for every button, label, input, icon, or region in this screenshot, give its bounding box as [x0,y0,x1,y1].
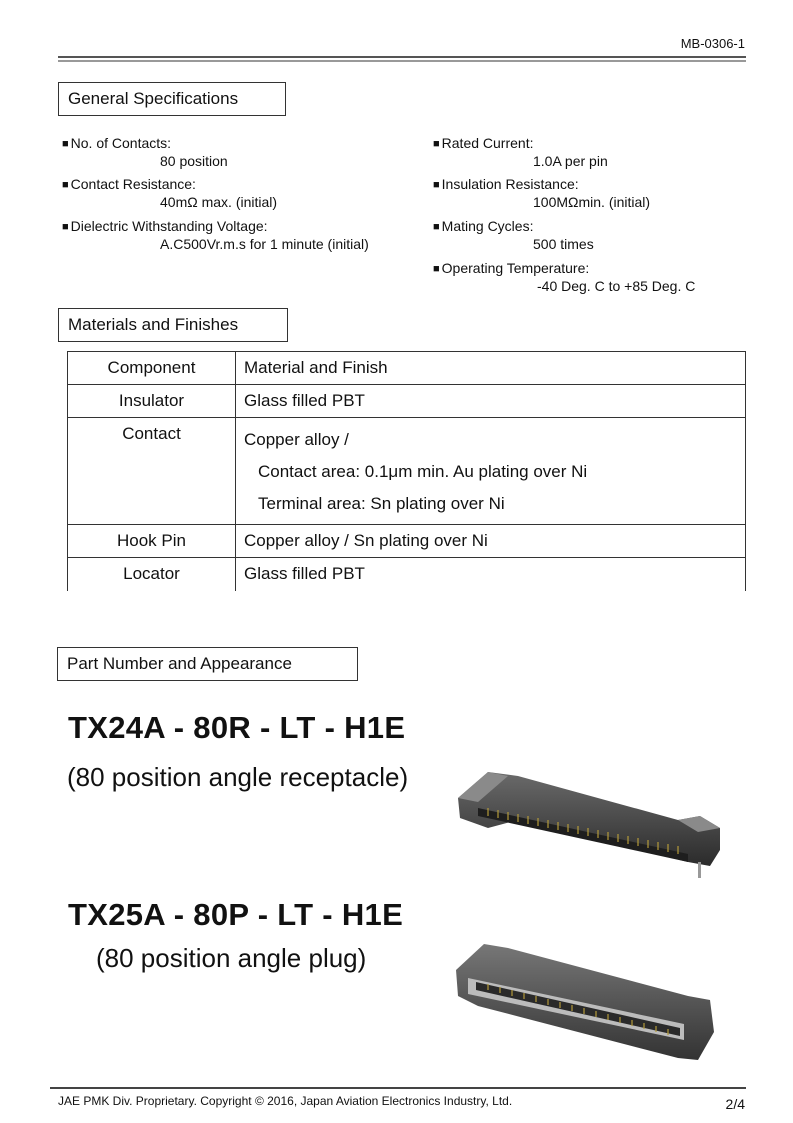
header-rule-secondary [58,60,746,62]
spec-contacts [62,135,228,169]
spec-value: A.C500Vr.m.s for 1 minute (initial) [160,236,369,252]
spec-mating-cycles [433,218,594,252]
document-id: MB-0306-1 [680,36,745,51]
material-cell: Glass filled PBT [236,385,746,418]
table-row [68,525,746,558]
part-number-plug: TX25A - 80P - LT - H1E [68,897,404,932]
material-cell: Glass filled PBT [236,558,746,591]
copyright-text: JAE PMK Div. Proprietary. Copyright © 2016, Japan Aviation Electronics Industry, Ltd. [58,1094,513,1108]
material-cell: Copper alloy / Sn plating over Ni [236,525,746,558]
part-description-receptacle: (80 position angle receptacle) [67,762,409,792]
spec-label: ■ Dielectric Withstanding Voltage: [62,218,268,234]
spec-insulation-resistance [433,176,650,210]
spec-value: 80 position [160,153,228,169]
material-line: Terminal area: Sn plating over Ni [258,494,505,513]
spec-contact-resistance [62,176,277,210]
spec-label: ■ Rated Current: [433,135,533,151]
materials-title: Materials and Finishes [58,308,288,342]
materials-table [67,351,746,591]
table-row [68,418,746,525]
material-line: Contact area: 0.1μm min. Au plating over Ni [258,462,588,481]
spec-label: ■ Insulation Resistance: [433,176,579,192]
part-description-plug: (80 position angle plug) [96,943,367,973]
column-header-component: Component [68,352,236,385]
spec-value: 1.0A per pin [533,153,608,169]
component-cell: Hook Pin [68,525,236,558]
spec-label: ■ Mating Cycles: [433,218,533,234]
column-header-material: Material and Finish [236,352,746,385]
spec-rated-current [433,135,608,169]
material-line: Copper alloy / [244,430,349,449]
table-header-row [68,352,746,385]
component-cell: Locator [68,558,236,591]
spec-value: 40mΩ max. (initial) [160,194,278,210]
spec-label: ■ Contact Resistance: [62,176,196,192]
table-row [68,385,746,418]
general-specifications-title: General Specifications [58,82,286,116]
footer-rule [50,1087,746,1089]
page-number: 2/4 [725,1096,745,1112]
component-cell: Insulator [68,385,236,418]
spec-label: ■ No. of Contacts: [62,135,171,151]
spec-label: ■ Operating Temperature: [433,260,589,276]
spec-operating-temperature [433,260,695,294]
receptacle-connector-image [448,758,728,890]
spec-value: 500 times [533,236,594,252]
spec-value: 100MΩmin. (initial) [533,194,651,210]
header-rule [58,56,746,58]
plug-connector-image [448,940,720,1072]
spec-value: -40 Deg. C to +85 Deg. C [537,278,696,294]
part-number-title: Part Number and Appearance [57,647,358,681]
component-cell: Contact [68,418,236,525]
part-number-receptacle: TX24A - 80R - LT - H1E [68,710,406,745]
material-cell [236,418,746,525]
spec-dielectric [62,218,369,252]
table-row [68,558,746,591]
